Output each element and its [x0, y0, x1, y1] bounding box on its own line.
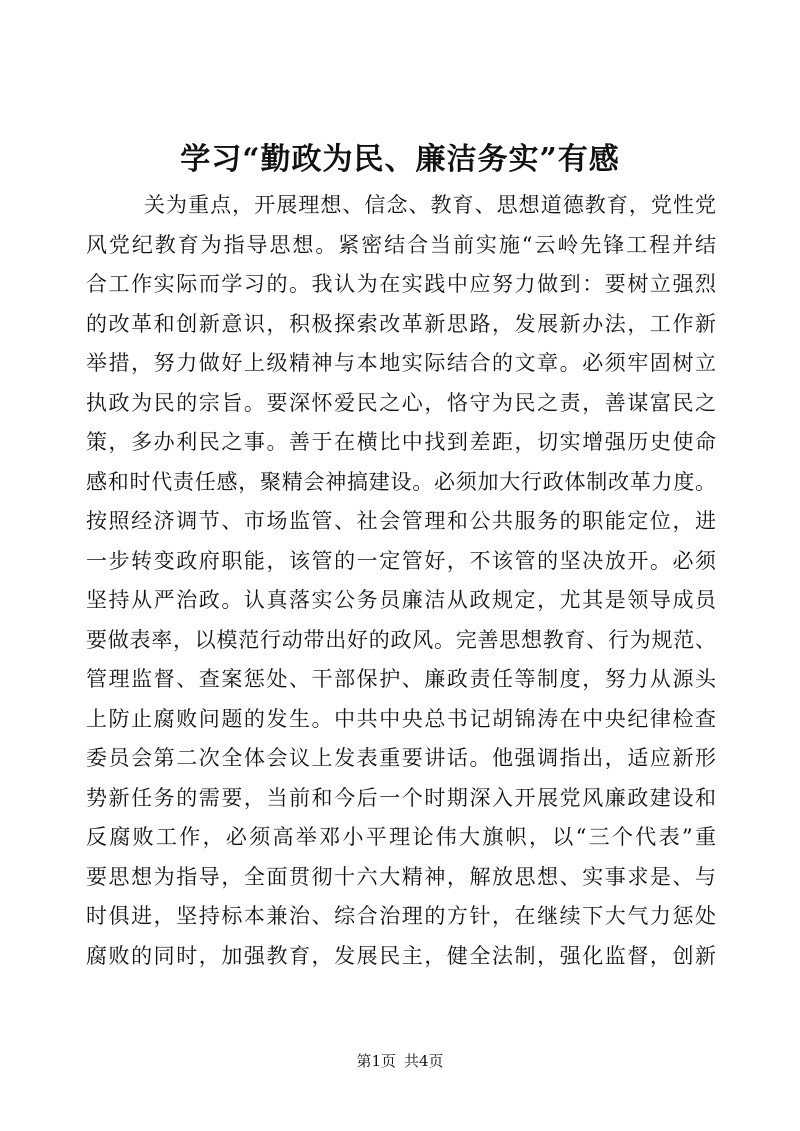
- body-line: 时俱进，坚持标本兼治、综合治理的方针，在继续下大气力惩处: [86, 904, 716, 928]
- page-total: 共4页: [404, 1052, 444, 1070]
- body-line: 按照经济调节、市场监管、社会管理和公共服务的职能定位，进: [86, 509, 716, 533]
- body-line: 反腐败工作，必须高举邓小平理论伟大旗帜，以“三个代表”重: [86, 825, 716, 849]
- body-line: 要思想为指导，全面贯彻十六大精神，解放思想、实事求是、与: [86, 864, 716, 889]
- body-line: 要做表率，以模范行动带出好的政风。完善思想教育、行为规范、: [86, 627, 716, 652]
- document-body: [86, 186, 716, 976]
- body-line: 执政为民的宗旨。要深怀爱民之心，恪守为民之责，善谋富民之: [86, 390, 716, 415]
- body-line: 的改革和创新意识，积极探索改革新思路，发展新办法，工作新: [86, 311, 716, 336]
- body-line: 策，多办利民之事。善于在横比中找到差距，切实增强历史使命: [86, 430, 716, 454]
- body-line: 势新任务的需要，当前和今后一个时期深入开展党风廉政建设和: [86, 785, 716, 810]
- body-line: 坚持从严治政。认真落实公务员廉洁从政规定，尤其是领导成员: [86, 588, 716, 612]
- body-line: 一步转变政府职能，该管的一定管好，不该管的坚决放开。必须: [86, 548, 716, 573]
- body-line: 委员会第二次全体会议上发表重要讲话。他强调指出，适应新形: [86, 746, 716, 770]
- page-footer: [0, 1050, 800, 1072]
- body-line: 感和时代责任感，聚精会神搞建设。必须加大行政体制改革力度。: [86, 469, 716, 494]
- body-line: 举措，努力做好上级精神与本地实际结合的文章。必须牢固树立: [86, 351, 716, 375]
- body-line: 腐败的同时，加强教育，发展民主，健全法制，强化监督，创新: [86, 943, 716, 968]
- body-line: 上防止腐败问题的发生。中共中央总书记胡锦涛在中央纪律检查: [86, 706, 716, 731]
- body-line: 关为重点，开展理想、信念、教育、思想道德教育，党性党: [144, 193, 716, 217]
- body-line: 风党纪教育为指导思想。紧密结合当前实施“云岭先锋工程并结: [86, 232, 716, 257]
- document-title: 学习“勤政为民、廉洁务实”有感: [180, 142, 620, 177]
- body-line: 管理监督、查案惩处、干部保护、廉政责任等制度，努力从源头: [86, 667, 716, 691]
- page-number: 第1页: [356, 1052, 396, 1070]
- body-line: 合工作实际而学习的。我认为在实践中应努力做到：要树立强烈: [86, 272, 716, 296]
